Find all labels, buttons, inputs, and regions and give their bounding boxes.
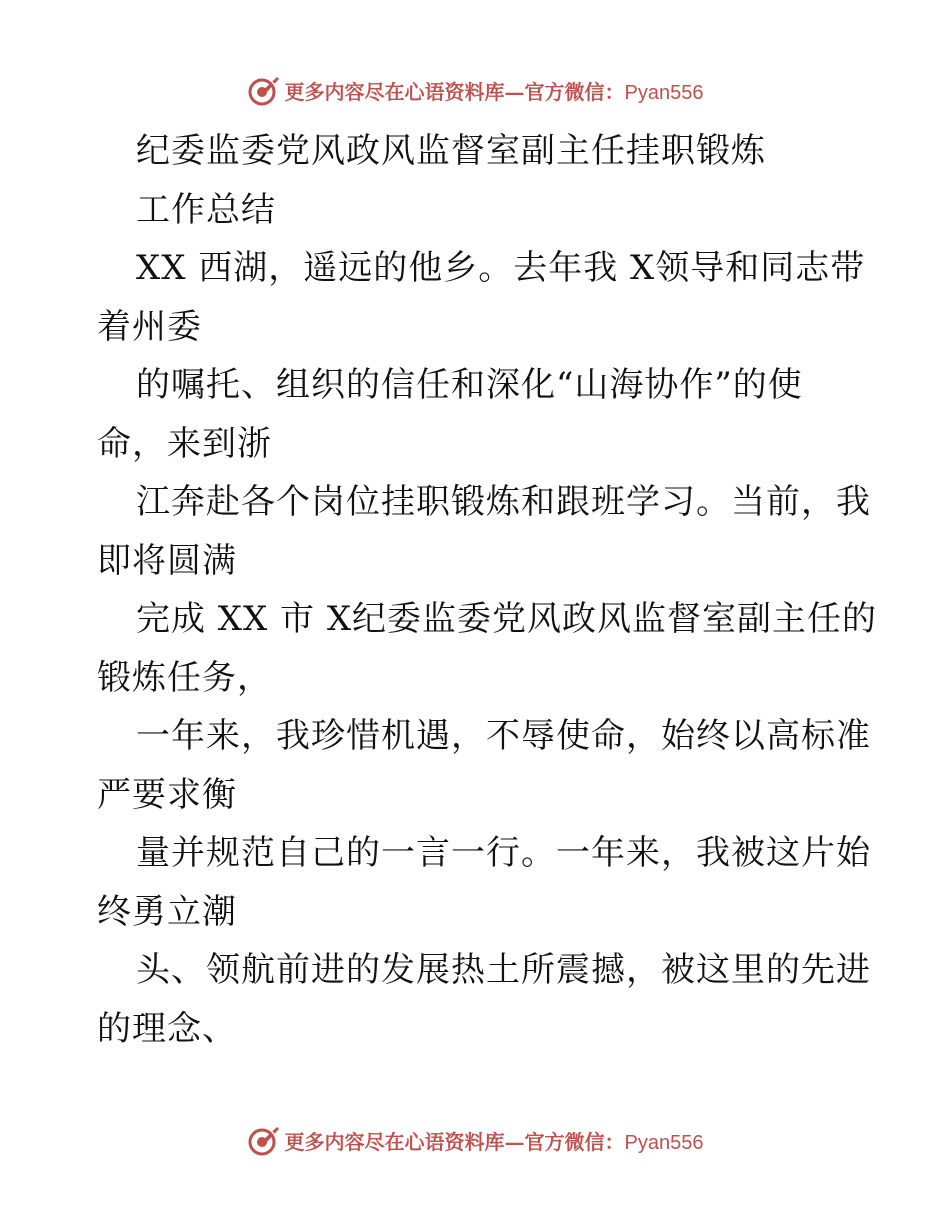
text-line: 即将圆满 <box>97 540 237 581</box>
text-line: 命，来到浙 <box>97 423 272 464</box>
text-line: XX 西湖，遥远的他乡。去年我 X领导和同志带 <box>136 248 866 288</box>
text-line: 纪委监委党风政风监督室副主任挂职锻炼 <box>136 131 766 171</box>
pen-logo-icon <box>247 73 281 107</box>
text-line: 着州委 <box>97 306 202 347</box>
text-line: 完成 XX 市 X纪委监委党风政风监督室副主任的 <box>136 599 878 639</box>
text-line: 的理念、 <box>97 1008 237 1049</box>
text-line: 终勇立潮 <box>97 891 237 932</box>
watermark-handle: Pyan556 <box>624 81 704 104</box>
text-line: 锻炼任务， <box>97 657 272 698</box>
header-watermark <box>0 70 950 110</box>
text-line: 头、领航前进的发展热土所震撼，被这里的先进 <box>136 950 871 990</box>
footer-watermark <box>0 1120 950 1160</box>
watermark-text: 更多内容尽在心语资料库—官方微信：Pyan556 <box>284 79 704 104</box>
text-line: 江奔赴各个岗位挂职锻炼和跟班学习。当前，我 <box>136 482 871 522</box>
text-line: 工作总结 <box>136 189 276 230</box>
text-line: 的嘱托、组织的信任和深化“山海协作”的使 <box>136 365 803 405</box>
text-line: 量并规范自己的一言一行。一年来，我被这片始 <box>136 833 871 873</box>
watermark-handle: Pyan556 <box>624 1131 704 1154</box>
pen-logo-icon <box>247 1123 281 1157</box>
text-line: 严要求衡 <box>97 774 237 815</box>
document-body <box>97 122 878 1058</box>
text-line: 一年来，我珍惜机遇，不辱使命，始终以高标准 <box>136 716 871 756</box>
watermark-text: 更多内容尽在心语资料库—官方微信：Pyan556 <box>284 1129 704 1154</box>
